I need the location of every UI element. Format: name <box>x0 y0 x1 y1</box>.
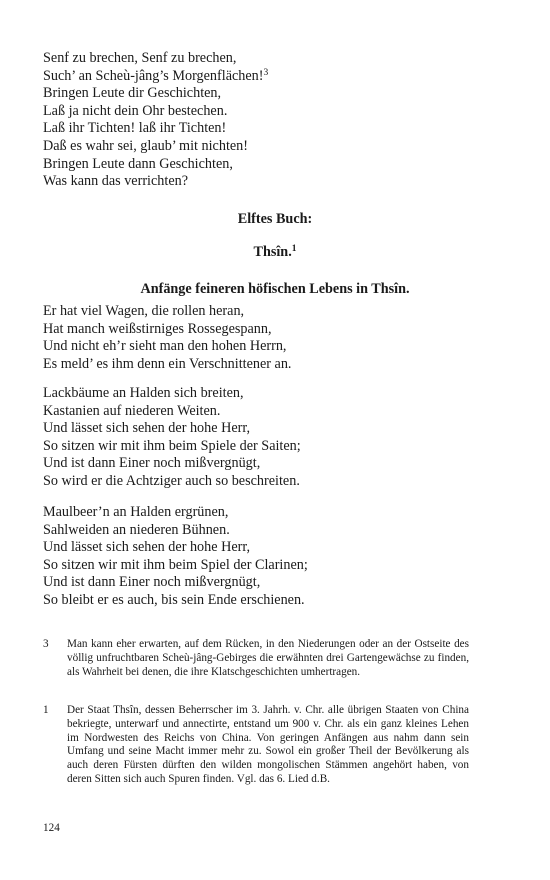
footnote-reference: 3 <box>263 67 269 78</box>
verse-line: Und lässet sich sehen der hohe Herr, <box>43 420 251 437</box>
verse-line: Bringen Leute dir Geschichten, <box>43 85 222 102</box>
footnote-reference: 1 <box>291 243 297 254</box>
footnote-number: 3 <box>43 638 49 650</box>
verse-line: So wird er die Achtziger auch so beschreiten. <box>43 472 300 489</box>
verse-line: Laß ja nicht dein Ohr bestechen. <box>43 102 228 119</box>
verse-line: Kastanien auf niederen Weiten. <box>43 402 221 419</box>
verse-line: Und ist dann Einer noch mißvergnügt, <box>43 455 261 472</box>
footnote-1 <box>43 704 469 787</box>
verse-line: So sitzen wir mit ihm beim Spiel der Clarinen; <box>43 556 308 573</box>
footnote-3 <box>43 638 469 679</box>
previous-stanza <box>43 50 503 191</box>
verse-line: Daß es wahr sei, glaub’ mit nichten! <box>43 137 248 154</box>
book-heading: Elftes Buch: <box>237 211 313 227</box>
footnote-number: 1 <box>43 704 49 716</box>
verse-line: Es meld’ es ihm denn ein Verschnittener an. <box>43 355 292 372</box>
footnote-text: Der Staat Thsîn, dessen Beherrscher im 3. Jahrh. v. Chr. alle übrigen Staaten von China bekriegte, unterwarf und annectirte, entstand um 900 v. Chr. als ein ganz kleines Lehen im Nordwesten des Reichs von China. Von geringen Anfängen aus nahm dann sein Umfang und seine Macht immer mehr zu. Sowol ein großer Theil der Bevölkerung als auch deren Fürsten dürften den wilden mongolischen Stämmen angehört haben, von deren Sitten sich auch Spuren finden. Vgl. das 6. Lied d.B. <box>67 704 469 785</box>
verse-line: Senf zu brechen, Senf zu brechen, <box>43 50 237 66</box>
verse-line: Laß ihr Tichten! laß ihr Tichten! <box>43 120 227 137</box>
stanza-3 <box>43 504 503 610</box>
verse-line: Such’ an Scheù-jâng’s Morgenflächen!$^3$ <box>43 67 269 84</box>
verse-line: Und ist dann Einer noch mißvergnügt, <box>43 574 261 591</box>
verse-line: So bleibt er es auch, bis sein Ende erschienen. <box>43 591 305 608</box>
verse-line: Er hat viel Wagen, die rollen heran, <box>43 303 245 319</box>
stanza-1 <box>43 303 503 373</box>
verse-line: Maulbeer’n an Halden ergrünen, <box>43 504 229 520</box>
poem-title: Anfänge feineren höfischen Lebens in Thsîn. <box>140 281 410 297</box>
verse-line: Bringen Leute dann Geschichten, <box>43 155 233 172</box>
verse-line: Und nicht eh’r sieht man den hohen Herrn, <box>43 338 287 355</box>
book-subheading: Thsîn.$^1$ <box>253 243 297 260</box>
stanza-2 <box>43 385 503 491</box>
footnote-text: Man kann eher erwarten, auf dem Rücken, in den Niederungen oder an der Ostseite des völlig unfruchtbaren Scheù-jâng-Gebirges die erwähnten drei Gartengewächse zu finden, als Wahrheit bei denen, die ihre Klatschgeschichten umhertragen. <box>67 638 469 678</box>
page-number: 124 <box>43 822 60 834</box>
verse-line: Hat manch weißstirniges Rossegespann, <box>43 320 272 337</box>
verse-line: Und lässet sich sehen der hohe Herr, <box>43 539 251 556</box>
verse-line: Was kann das verrichten? <box>43 173 189 190</box>
verse-line: So sitzen wir mit ihm beim Spiele der Saiten; <box>43 437 301 454</box>
verse-line: Sahlweiden an niederen Bühnen. <box>43 521 230 538</box>
verse-line: Lackbäume an Halden sich breiten, <box>43 385 244 401</box>
